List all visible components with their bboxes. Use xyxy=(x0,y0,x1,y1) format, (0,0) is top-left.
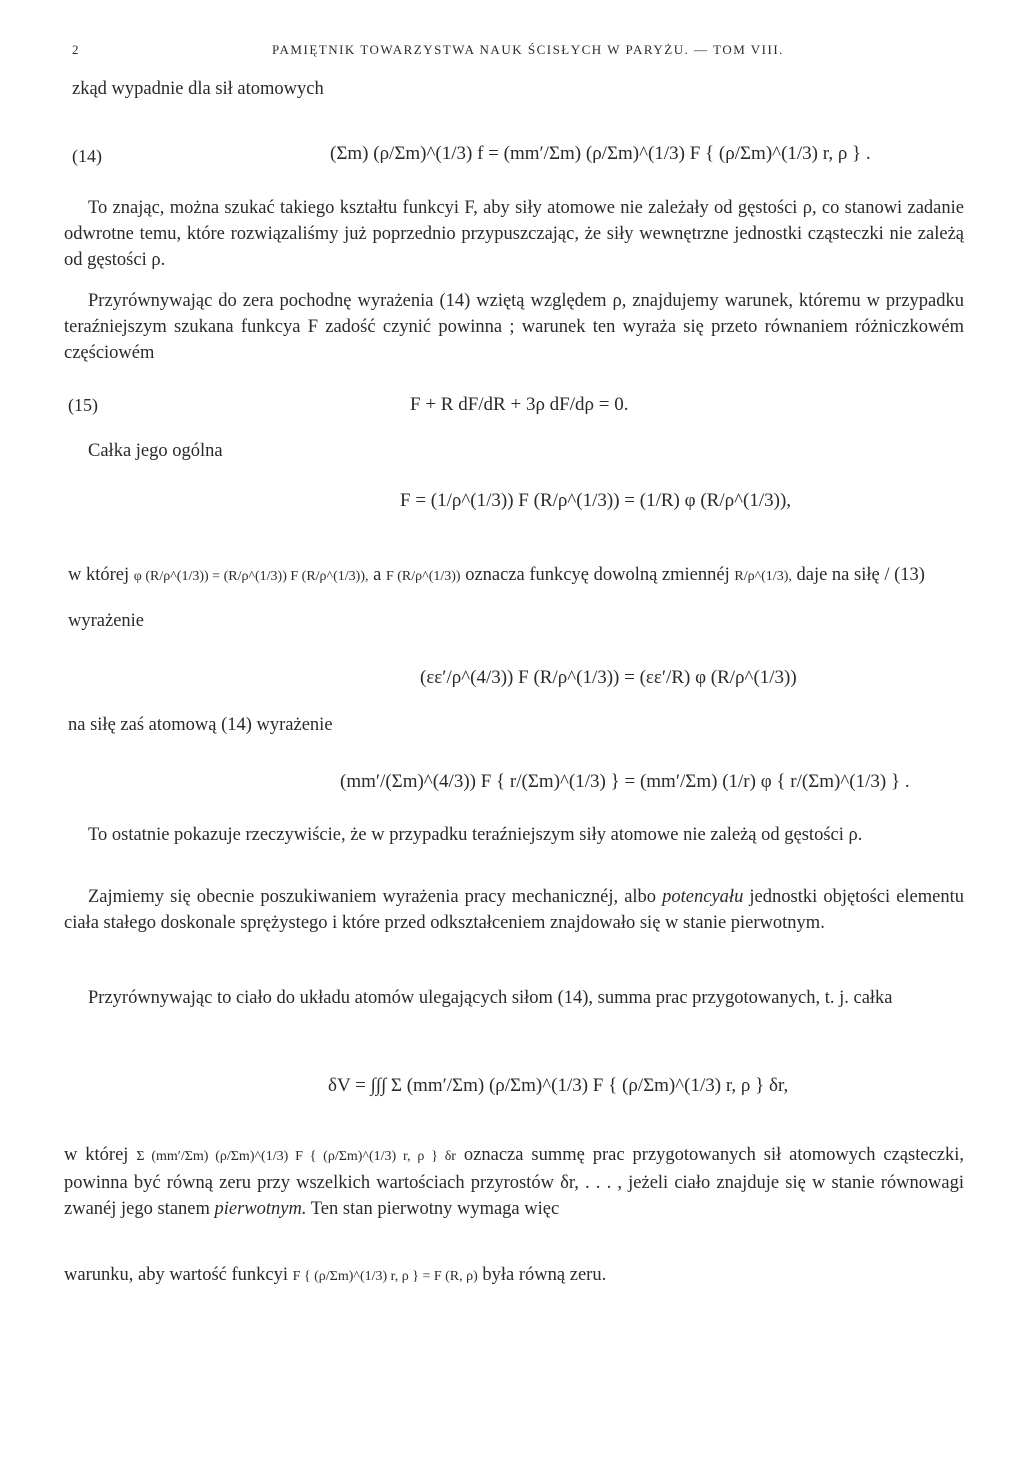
expression-sum-prac: Σ (mm′/Σm) (ρ/Σm)^(1/3) F { (ρ/Σm)^(1/3) r, ρ } δr xyxy=(136,1149,456,1164)
equation-force-13: (εε′/ρ^(4/3)) F (R/ρ^(1/3)) = (εε′/R) φ (R/ρ^(1/3)) xyxy=(420,667,797,688)
page-number: 2 xyxy=(72,42,80,57)
p11-lead: warunku, aby wartość funkcyi xyxy=(64,1265,288,1285)
paragraph-intro: zkąd wypadnie dla sił atomowych xyxy=(72,79,324,99)
equation-15: F + R dF/dR + 3ρ dF/dρ = 0. xyxy=(410,394,629,415)
emphasis-pierwotnym: pierwotnym. xyxy=(214,1199,307,1219)
paragraph-11 xyxy=(64,1262,964,1290)
emphasis-potencyalu: potencyału xyxy=(662,887,744,907)
p10-text-a: oznacza summę prac przygotowanych sił atomowych cząsteczki, powinna być równą zeru przy wszelkich wartościach przyrostów δr, . . . , jeżeli ciało znajduje się w stanie równowagi zwanéj jego stanem xyxy=(64,1145,965,1219)
paragraph-3: Całka jego ogólna xyxy=(88,441,223,461)
paragraph-2: Przyrównywając do zera pochodnę wyrażenia (14) wziętą względem ρ, znajdujemy warunek, któremu w przypadku teraźniejszym szukana funkcya F zadość czynić powinna ; warunek ten wyraża się przeto równaniem różniczkowém częściowém xyxy=(64,291,964,363)
text-w-ktorej: w której xyxy=(68,565,130,585)
p8-before: Zajmiemy się obecnie poszukiwaniem wyrażenia pracy mechanicznéj, albo xyxy=(88,887,657,907)
paragraph-1: To znając, można szukać takiego kształtu funkcyi F, aby siły atomowe nie zależały od gęstości ρ, co stanowi zadanie odwrotne temu, które rozwiązaliśmy już poprzednio przypuszczając, że siły wewnętrzne jednostki cząsteczki nie zależą od gęstości ρ. xyxy=(64,198,964,270)
p8-after: jednostki objętości elementu ciała stałego doskonale sprężystego i które przed odkształceniem znajdowało się w stanie pierwotnym. xyxy=(64,887,965,933)
paragraph-8 xyxy=(64,884,964,936)
expression-phi-definition: φ (R/ρ^(1/3)) = (R/ρ^(1/3)) F (R/ρ^(1/3)), xyxy=(133,569,369,584)
running-title: PAMIĘTNIK TOWARZYSTWA NAUK ŚCISŁYCH W PARYŻU. — TOM VIII. xyxy=(272,42,784,57)
text-w-ktorej-2: w której xyxy=(64,1145,129,1165)
equation-14: (Σm) (ρ/Σm)^(1/3) f = (mm′/Σm) (ρ/Σm)^(1/3) F { (ρ/Σm)^(1/3) r, ρ } . xyxy=(330,143,871,164)
paragraph-7: To ostatnie pokazuje rzeczywiście, że w przypadku teraźniejszym siły atomowe nie zależą od gęstości ρ. xyxy=(88,825,863,845)
text-force-ref: daje na siłę / (13) xyxy=(796,565,925,585)
expression-condition: F { (ρ/Σm)^(1/3) r, ρ } = F (R, ρ) xyxy=(292,1269,478,1284)
paragraph-10 xyxy=(64,1142,964,1222)
paragraph-4 xyxy=(68,562,968,590)
paragraph-6: na siłę zaś atomową (14) wyrażenie xyxy=(68,715,333,735)
p11-end: była równą zeru. xyxy=(482,1265,607,1285)
text-a: a xyxy=(373,565,382,585)
p10-text-b: Ten stan pierwotny wymaga więc xyxy=(310,1199,560,1219)
equation-general-integral: F = (1/ρ^(1/3)) F (R/ρ^(1/3)) = (1/R) φ (R/ρ^(1/3)), xyxy=(400,490,792,511)
equation-14-number: (14) xyxy=(72,146,102,166)
expression-F-arbitrary: F (R/ρ^(1/3)) xyxy=(385,569,461,584)
expression-variable: R/ρ^(1/3), xyxy=(734,569,792,584)
equation-15-number: (15) xyxy=(68,395,98,415)
equation-force-14: (mm′/(Σm)^(4/3)) F { r/(Σm)^(1/3) } = (mm′/Σm) (1/r) φ { r/(Σm)^(1/3) } . xyxy=(340,771,910,792)
equation-delta-V: δV = ∫∫∫ Σ (mm′/Σm) (ρ/Σm)^(1/3) F { (ρ/Σm)^(1/3) r, ρ } δr, xyxy=(328,1075,789,1096)
text-function-description: oznacza funkcyę dowolną zmiennéj xyxy=(465,565,730,585)
paragraph-9: Przyrównywając to ciało do układu atomów ulegających siłom (14), summa prac przygotowanych, t. j. całka xyxy=(88,988,893,1008)
paragraph-5: wyrażenie xyxy=(68,611,145,631)
